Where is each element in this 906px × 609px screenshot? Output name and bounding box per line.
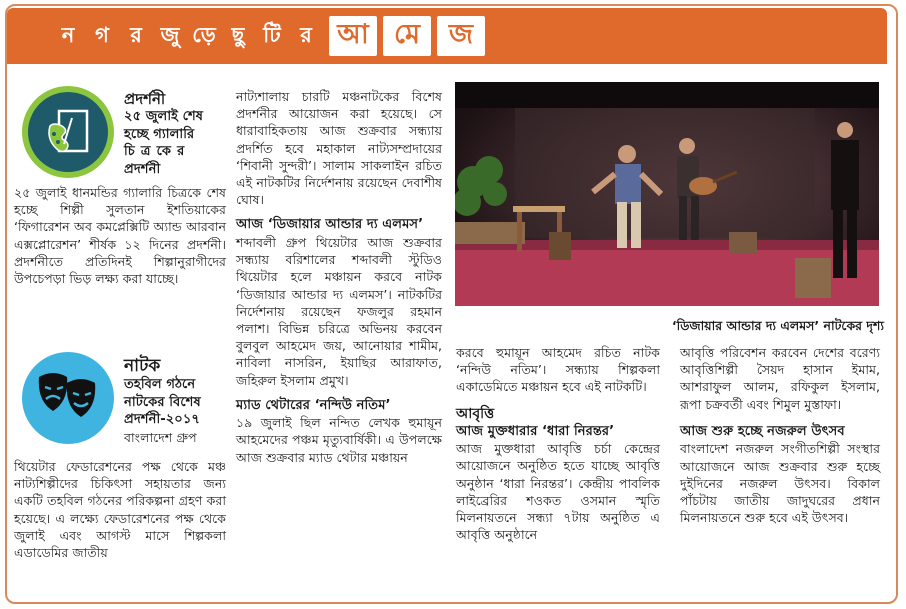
banner-letter: গ xyxy=(95,22,109,47)
banner-big-letter: জ xyxy=(437,16,485,56)
banner-letter: ড়ে xyxy=(192,22,216,47)
banner-letter: র xyxy=(300,22,312,47)
mad-theatre-paragraph: ১৯ জুলাই ছিল নন্দিত লেখক হুমায়ূন আহমেদের পঞ্চম মৃত্যুবার্ষিকী। এ উপলক্ষে আজ শুক্রবার ম্যাড থেটার মঞ্চায়ন xyxy=(236,415,442,465)
photo-caption: ‘ডিজায়ার আন্ডার দ্য এলমস’ নাটকের দৃশ্য xyxy=(671,318,884,333)
banner-letter: জু xyxy=(160,22,180,47)
exhibition-headline-line: চিত্রকের xyxy=(124,144,191,159)
drama-kicker: নাটক xyxy=(124,356,161,376)
mad-theatre-heading: ম্যাড থেটারের ‘নন্দিউ নতিম’ xyxy=(236,397,391,413)
drama-body: থিয়েটার ফেডারেশনের পক্ষ থেকে মঞ্চ নাট্যশিল্পীদের চিকিৎসা সহায়তার জন্য একটি তহবিল গঠনের পরিকল্পনা গ্রহণ করা হয়েছে। এ লক্ষ্যে ফেডারেশনের পক্ষ থেকে জুলাই এবং আগস্ট মাসে শিল্পকলা এডাডেমির জাতীয় xyxy=(14,459,226,561)
dhara-nirantar-heading: আজ মুক্তধারার ‘ধারা নিরন্তর’ xyxy=(456,423,615,439)
exhibition-body: ২৫ জুলাই ধানমন্ডির গ্যালারি চিত্রকে শেষ হচ্ছে শিল্পী সুলতান ইশতিয়াকের ‘ফিগারেশন অব কমপ্লেক্সিটি অ্যান্ড আরবান এক্সপ্লোরেশন’ শীর্ষক ১২ দিনের প্রদর্শনী। প্রদর্শনীতে প্রতিদিনই শিল্পানুরাগীদের উপচেপড়া ভিড় লক্ষ্য করা যাচ্ছে। xyxy=(14,185,226,287)
dhara-nirantar-paragraph: আজ মুক্তধারা আবৃত্তি চর্চা কেন্দ্রের আয়োজনে অনুষ্ঠিত হতে যাচ্ছে আবৃত্তি অনুষ্ঠান ‘ধারা নিরন্তর’। কেন্দ্রীয় পাবলিক লাইব্রেরির শওকত ওসমান স্মৃতি মিলনায়তনে সন্ধ্যা ৭টায় অনুষ্ঠিত এ আবৃত্তি অনুষ্ঠানে xyxy=(456,441,660,543)
desire-under-elms-heading: আজ ‘ডিজায়ার আন্ডার দ্য এলমস’ xyxy=(236,217,424,233)
theatre-masks-icon xyxy=(22,352,114,444)
stage-photo xyxy=(455,82,879,306)
exhibition-headline-line: ২৫ জুলাই শেষ xyxy=(124,109,204,124)
nondiu-notim-paragraph: করবে হুমায়ূন আহমেদ রচিত নাটক ‘নন্দিউ নতিম’। সন্ধ্যায় শিল্পকলা একাডেমিতে মঞ্চায়ন হবে এই নাটকটি। xyxy=(456,345,660,395)
banner-letter: টি xyxy=(263,22,281,47)
drama-headline-line: নাটকের বিশেষ xyxy=(124,394,201,410)
drama-headline-line: তহবিল গঠনে xyxy=(124,377,196,392)
banner-letter: ছু xyxy=(231,22,245,47)
banner-big-letter: আ xyxy=(329,16,377,56)
banner-letter: র xyxy=(130,22,142,47)
desire-under-elms-paragraph: শব্দাবলী গ্রুপ থিয়েটার আজ শুক্রবার সন্ধ্যায় বরিশালের শব্দাবলী স্টুডিও থিয়েটার হলে মঞ্চায়ন করবে নাটক ‘ডিজায়ার আন্ডার দ্য এলমস’। নাটকটির নির্দেশনায় রয়েছেন ফজলুর রহমান পলাশ। বিভিন্ন চরিত্রে অভিনয় করবেন বুলবুল আহমেদ জয়, আনোয়ার শামীম, নাবিলা নাসরিন, ইয়াছির আরাফাত, জহিরুল ইসলাম প্রমুখ। xyxy=(236,234,442,388)
exhibition-headline-line: প্রদর্শনী xyxy=(124,161,161,177)
section-banner xyxy=(7,8,887,64)
exhibition-kicker: প্রদর্শনী xyxy=(124,90,166,108)
recitation-artists-paragraph: আবৃত্তি পরিবেশন করবেন দেশের বরেণ্য আবৃত্তিশিল্পী সৈয়দ হাসান ইমাম, আশরাফুল আলম, রফিকুল ইসলাম, রূপা চক্রবর্তী এবং শিমুল মুস্তাফা। xyxy=(680,345,880,412)
palette-icon xyxy=(22,86,114,178)
drama-body-lead: বাংলাদেশ গ্রুপ xyxy=(124,429,197,445)
nazrul-festival-heading: আজ শুরু হচ্ছে নজরুল উৎসব xyxy=(680,423,845,439)
drama-headline-line: প্রদর্শনী-২০১৭ xyxy=(124,412,200,427)
shibani-sundari-paragraph: নাট্যশালায় চারটি মঞ্চনাটকের বিশেষ প্রদর্শনীর আয়োজন করা হয়েছে। সে ধারাবাহিকতায় আজ শুক্রবার সন্ধ্যায় প্রদর্শিত হবে মহাকাল নাট্যসম্প্রদায়ের ‘শিবানী সুন্দরী’। সালাম সাকলাইন রচিত এই নাটকটির নির্দেশনায় রয়েছেন দেবাশীষ ঘোষ। xyxy=(236,89,442,208)
banner-letter: ন xyxy=(61,22,75,47)
recitation-kicker: আবৃত্তি xyxy=(456,405,495,422)
nazrul-festival-paragraph: বাংলাদেশ নজরুল সংগীতশিল্পী সংস্থার আয়োজনে আজ শুক্রবার শুরু হচ্ছে দুইদিনের নজরুল উৎসব। বিকাল পাঁচটায় জাতীয় জাদুঘরের প্রধান মিলনায়তনে শুরু হবে এই উৎসব। xyxy=(680,441,880,526)
exhibition-headline-line: হচ্ছে গ্যালারি xyxy=(124,126,195,142)
banner-big-letter: মে xyxy=(383,16,431,56)
